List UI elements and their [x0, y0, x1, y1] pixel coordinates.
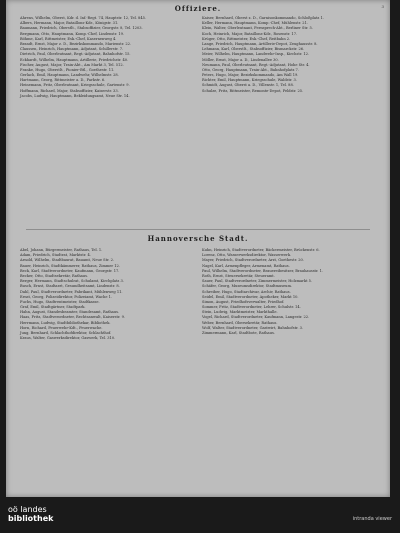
page-mark: 3 — [381, 4, 384, 9]
list-item: Nagel, Karl, Armenpfleger, Armenamt, Rathaus. — [202, 263, 290, 268]
list-item: Kuhn, Heinrich, Stadtverordneter, Bäckermeister, Brückenstr. 6. — [202, 248, 320, 252]
list-item: Franke, Hugo, Oberstlt., Pionier-Btl., Goethestr. 11. — [20, 67, 115, 72]
list-item: Ernst, Georg, Polizeidirektor, Polizeiamt, Wache 1. — [20, 294, 113, 299]
list-item: Hoffmann, Richard, Major, Stabsoffizier, Kaiserstr. 33. — [20, 88, 119, 93]
section-heading-officers: Offiziere. — [174, 4, 222, 13]
list-item: Schulze, Fritz, Rittmeister, Remonte-Depot, Feldstr. 25. — [202, 88, 304, 93]
list-item: Horn, Richard, Feuerwehr-Kdt., Feuerwache. — [20, 325, 103, 330]
list-item: Busch, Ernst, Stadtarzt, Gesundheitsamt, Lindenstr. 8. — [20, 284, 120, 289]
list-item: Gerlach, Emil, Hauptmann, Landwehr, Wilhelmstr. 28. — [20, 73, 119, 78]
list-item: Otto, Georg, Hauptmann, Train-Abt., Bahnhofplatz 7. — [202, 67, 299, 72]
logo-line-1: oö landes — [8, 505, 47, 514]
column-bottom-left — [20, 248, 188, 341]
list-item: Richter, Emil, Hauptmann, Kriegsschule, Waldstr. 3. — [202, 78, 297, 83]
list-item: Neumann, Paul, Oberleutnant, Regt.-Adjutant, Hohe Str. 4. — [202, 62, 310, 67]
list-item: Jacobs, Ludwig, Hauptmann, Bekleidungsamt, Neue Str. 14. — [20, 93, 130, 98]
list-item: Krüger, Otto, Rittmeister, Esk.-Chef, Reitbahn 2. — [202, 36, 291, 41]
list-item: Hartmann, Georg, Rittmeister a. D., Parkstr. 6. — [20, 78, 106, 83]
column-top-left — [20, 16, 188, 99]
list-item: Schreiber, Hugo, Stadtarchivar, Archiv, Rathaus. — [202, 289, 291, 294]
list-item: Klein, Walter, Oberleutnant, Fernsprech-Abt., Berliner Str. 5. — [202, 26, 313, 31]
section-heading-city: Hannoversche Stadt. — [147, 234, 249, 243]
list-item: Vogel, Richard, Stadtverordneter, Kaufmann, Langestr. 22. — [202, 315, 310, 320]
list-item: Ahrens, Wilhelm, Oberst, Kdr. d. Inf.-Regt. 74, Hauptstr. 12, Tel. 845. — [20, 16, 147, 20]
list-item: Kaiser, Bernhard, Oberst z. D., Garnisonkommando, Schloßplatz 1. — [202, 16, 324, 20]
list-item: Claussen, Heinrich, Hauptmann, Adjutant, Schillerstr. 7. — [20, 47, 124, 52]
list-item: Schmidt, August, Oberst a. D., Villenstr. 1, Tel. 88. — [202, 83, 294, 88]
list-item: Weber, Bernhard, Obersekretär, Rathaus. — [202, 320, 278, 325]
scanned-page — [6, 0, 390, 497]
list-item: Lange, Friedrich, Hauptmann, Artillerie-Depot, Zeughausstr. 8. — [202, 41, 318, 46]
list-item: Bauer, Heinrich, Stadtkämmerer, Rathaus, Zimmer 12. — [20, 263, 120, 268]
list-item: Stein, Ludwig, Marktmeister, Markthalle. — [202, 310, 278, 315]
list-item: Sommer, Fritz, Stadtverordneter, Lehrer, Schulstr. 14. — [202, 305, 301, 310]
list-item: Berger, Hermann, Stadtschulrat, Schulamt, Kirchplatz 3. — [20, 279, 124, 284]
list-item: Keller, Hermann, Hauptmann, Komp.-Chef, Mühlenstr. 21. — [202, 21, 308, 26]
list-item: Seidel, Emil, Stadtverordneter, Apotheker, Markt 10. — [202, 294, 299, 299]
column-top-right — [202, 16, 372, 94]
library-logo[interactable] — [8, 505, 53, 523]
logo-line-2: bibliothek — [8, 514, 54, 523]
list-item: Schäfer, Georg, Museumsdirektor, Stadtmuseum. — [202, 284, 293, 289]
list-item: Abel, Johann, Bürgermeister, Rathaus, Tel. 1. — [20, 248, 103, 252]
list-item: Hahn, August, Standesbeamter, Standesamt, Rathaus. — [20, 310, 120, 315]
list-item: Arnold, Wilhelm, Stadtbaurat, Bauamt, Neue Str. 2. — [20, 258, 115, 263]
list-item: Herrmann, Ludwig, Stadtbibliothekar, Bibliothek. — [20, 320, 111, 325]
list-item: Becker, Otto, Stadtsekretär, Rathaus. — [20, 273, 89, 278]
list-item: Jung, Bernhard, Schlachthofdirektor, Schlachthof. — [20, 331, 112, 335]
list-item: Böhme, Karl, Rittmeister, Esk.-Chef, Kasernenweg 4. — [20, 36, 117, 41]
list-item: Zimmermann, Karl, Stadtbote, Rathaus. — [202, 331, 275, 335]
list-item: Lehmann, Karl, Oberstlt., Stabsoffizier, Bismarckstr. 26. — [202, 47, 305, 52]
list-item: Koch, Heinrich, Major, Bataillons-Kdr., Rosenstr. 17. — [202, 31, 298, 36]
list-item: Albers, Hermann, Major, Bataillons-Kdr., Königstr. 31. — [20, 21, 119, 26]
list-item: Fuchs, Hugo, Stadtrentmeister, Stadtkasse. — [20, 299, 100, 304]
list-item: Dahl, Paul, Stadtverordneter, Fabrikant, Mühlenweg 11. — [20, 289, 123, 294]
list-item: Simon, August, Friedhofsverwalter, Friedhof. — [202, 299, 285, 304]
list-item: Brandt, Ernst, Major z. D., Bezirkskommando, Marienstr. 22. — [20, 41, 132, 46]
column-bottom-right — [202, 248, 372, 336]
list-item: Dietrich, Paul, Oberleutnant, Regt.-Adjutant, Bahnhofstr. 15. — [20, 52, 131, 57]
list-item: Möller, Ernst, Major a. D., Lindenallee 30. — [202, 57, 279, 62]
list-item: Paul, Wilhelm, Stadtverordneter, Brauereibesitzer, Brauhausstr. 1. — [202, 268, 324, 273]
list-item: Sauer, Paul, Stadtverordneter, Zimmermeister, Holzmarkt 5. — [202, 279, 313, 284]
list-item: Beck, Karl, Stadtverordneter, Kaufmann, Georgstr. 17. — [20, 268, 120, 273]
list-item: Fischer, August, Major, Train-Abt., Am Markt 3, Tel. 512. — [20, 62, 124, 67]
list-item: Wolf, Walter, Stadtverordneter, Gastwirt, Bahnhofstr. 3. — [202, 325, 304, 330]
viewer-label[interactable]: intranda viewer — [352, 516, 392, 522]
viewer-footer — [0, 497, 400, 533]
list-item: Baumann, Friedrich, Oberstlt., Stabsoffizier, Georgstr. 8, Tel. 1203. — [20, 26, 143, 31]
list-item: Peters, Hugo, Major, Bezirkskommando, Am Wall 19. — [202, 73, 299, 78]
list-item: Haas, Fritz, Stadtverordneter, Rechtsanwalt, Kaiserstr. 9. — [20, 315, 125, 320]
list-item: Kraus, Walter, Gaswerksdirektor, Gaswerk, Tel. 310. — [20, 336, 116, 341]
list-item: Heinemann, Fritz, Oberleutnant, Kriegsschule, Gartenstr. 9. — [20, 83, 130, 88]
list-item: Meier, Wilhelm, Hauptmann, Landwehr-Insp., Kirchstr. 12. — [202, 52, 310, 57]
list-item: Lorenz, Otto, Wasserwerksdirektor, Wasserwerk. — [202, 253, 292, 258]
list-item: Roth, Ernst, Steuersekretär, Steueramt. — [202, 273, 275, 278]
section-divider — [26, 229, 370, 230]
list-item: Mayer, Friedrich, Stadtverordneter, Arzt, Goethestr. 20. — [202, 258, 304, 263]
list-item: Bergmann, Otto, Hauptmann, Komp.-Chef, Lindenstr. 19. — [20, 31, 125, 36]
list-item: Graf, Emil, Stadtgärtner, Stadtpark. — [20, 305, 86, 310]
list-item: Adam, Friedrich, Stadtrat, Marktstr. 4. — [20, 253, 91, 258]
list-item: Eckhardt, Wilhelm, Hauptmann, Artillerie, Friedrichstr. 40. — [20, 57, 129, 62]
